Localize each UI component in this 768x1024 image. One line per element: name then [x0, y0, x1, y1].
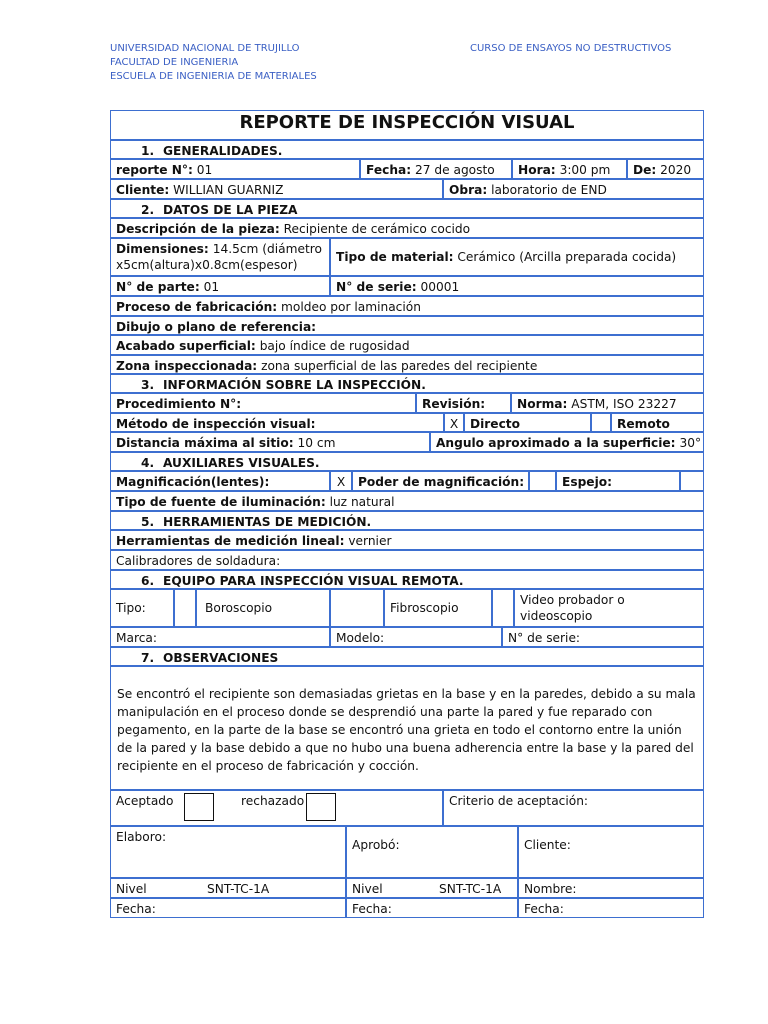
modelo-cell: Modelo:	[330, 627, 502, 647]
procedimiento-cell: Procedimiento N°:	[110, 393, 416, 413]
section-herramientas: 5. HERRAMIENTAS DE MEDICIÓN.	[110, 511, 704, 530]
fuente-cell: Tipo de fuente de iluminación: luz natural	[110, 491, 704, 511]
section-datos-pieza: 2. DATOS DE LA PIEZA	[110, 199, 704, 218]
poder-mark[interactable]	[529, 471, 556, 491]
magnificacion-mark[interactable]: X	[330, 471, 352, 491]
serie-equipo-cell: N° de serie:	[502, 627, 704, 647]
nivel-elaboro-cell: Nivel SNT-TC-1A	[110, 878, 346, 898]
section-auxiliares: 4. AUXILIARES VISUALES.	[110, 452, 704, 471]
angulo-cell: Angulo aproximado a la superficie: 30°	[430, 432, 704, 452]
descripcion-cell: Descripción de la pieza: Recipiente de cerámico cocido	[110, 218, 704, 238]
aceptacion-cell	[110, 790, 443, 826]
video-cell: Video probador o videoscopio	[514, 589, 704, 627]
directo-label: Directo	[464, 413, 591, 432]
nombre-cell: Nombre:	[518, 878, 704, 898]
metodo-cell: Método de inspección visual:	[110, 413, 444, 432]
espejo-mark[interactable]	[680, 471, 704, 491]
acabado-cell: Acabado superficial: bajo índice de rugosidad	[110, 335, 704, 355]
video-mark[interactable]	[492, 589, 514, 627]
lineal-cell: Herramientas de medición lineal: vernier	[110, 530, 704, 550]
revision-cell: Revisión:	[416, 393, 511, 413]
dibujo-cell: Dibujo o plano de referencia:	[110, 316, 704, 335]
nivel-aprobo-cell: Nivel SNT-TC-1A	[346, 878, 518, 898]
section-informacion: 3. INFORMACIÓN SOBRE LA INSPECCIÓN.	[110, 374, 704, 393]
elaboro-cell: Elaboro:	[110, 826, 346, 878]
aceptado-label: Aceptado	[116, 794, 174, 808]
institution-header	[110, 42, 317, 84]
boroscopio-cell: Boroscopio	[196, 589, 330, 627]
remoto-label: Remoto	[611, 413, 704, 432]
section-observaciones: 7. OBSERVACIONES	[110, 647, 704, 666]
aceptado-checkbox[interactable]	[184, 793, 214, 821]
dimensiones-cell: Dimensiones: 14.5cm (diámetro x5cm(altura)x0.8cm(espesor)	[110, 238, 330, 276]
reporte-cell: reporte N°: 01	[110, 159, 360, 179]
cliente-firma-cell: Cliente:	[518, 826, 704, 878]
university-name: UNIVERSIDAD NACIONAL DE TRUJILLO	[110, 43, 300, 54]
parte-cell: N° de parte: 01	[110, 276, 330, 296]
course-name: CURSO DE ENSAYOS NO DESTRUCTIVOS	[470, 43, 672, 54]
serie-cell: N° de serie: 00001	[330, 276, 704, 296]
fecha-cliente-cell: Fecha:	[518, 898, 704, 918]
rechazado-checkbox[interactable]	[306, 793, 336, 821]
marca-cell: Marca:	[110, 627, 330, 647]
report-title: REPORTE DE INSPECCIÓN VISUAL	[110, 110, 704, 140]
fecha-aprobo-cell: Fecha:	[346, 898, 518, 918]
boroscopio-mark[interactable]	[174, 589, 196, 627]
obra-cell: Obra: laboratorio de END	[443, 179, 704, 199]
poder-cell: Poder de magnificación:	[352, 471, 529, 491]
fibroscopio-cell: Fibroscopio	[384, 589, 492, 627]
faculty-name: FACULTAD DE INGENIERIA	[110, 57, 239, 68]
fecha-elaboro-cell: Fecha:	[110, 898, 346, 918]
de-cell: De: 2020	[627, 159, 704, 179]
section-generalidades: 1. GENERALIDADES.	[110, 140, 704, 159]
criterio-cell: Criterio de aceptación:	[443, 790, 704, 826]
espejo-cell: Espejo:	[556, 471, 680, 491]
fecha-cell: Fecha: 27 de agosto	[360, 159, 512, 179]
hora-cell: Hora: 3:00 pm	[512, 159, 627, 179]
fibroscopio-mark[interactable]	[330, 589, 384, 627]
zona-cell: Zona inspeccionada: zona superficial de las paredes del recipiente	[110, 355, 704, 374]
norma-cell: Norma: ASTM, ISO 23227	[511, 393, 704, 413]
section-remota: 6. EQUIPO PARA INSPECCIÓN VISUAL REMOTA.	[110, 570, 704, 589]
observaciones-text: Se encontró el recipiente son demasiadas grietas en la base y en la paredes, debido a su mala manipulación en el proceso donde se desprendió una parte la pared y fue reparado con pegamento, en la parte de la base se encontró una grieta en todo el contorno entre la unión de la pared y la base debido a que no hubo una buena adherencia entre la base y la pared del recipiente en el proceso de fabricación y cocción.	[110, 666, 704, 790]
directo-mark[interactable]: X	[444, 413, 464, 432]
remoto-mark[interactable]	[591, 413, 611, 432]
cliente-cell: Cliente: WILLIAN GUARNIZ	[110, 179, 443, 199]
school-name: ESCUELA DE INGENIERIA DE MATERIALES	[110, 71, 317, 82]
magnificacion-cell: Magnificación(lentes):	[110, 471, 330, 491]
proceso-cell: Proceso de fabricación: moldeo por laminación	[110, 296, 704, 316]
tipo-cell: Tipo:	[110, 589, 174, 627]
material-cell: Tipo de material: Cerámico (Arcilla preparada cocida)	[330, 238, 704, 276]
calibradores-cell: Calibradores de soldadura:	[110, 550, 704, 570]
distancia-cell: Distancia máxima al sitio: 10 cm	[110, 432, 430, 452]
aprobo-cell: Aprobó:	[346, 826, 518, 878]
rechazado-label: rechazado	[241, 794, 305, 808]
